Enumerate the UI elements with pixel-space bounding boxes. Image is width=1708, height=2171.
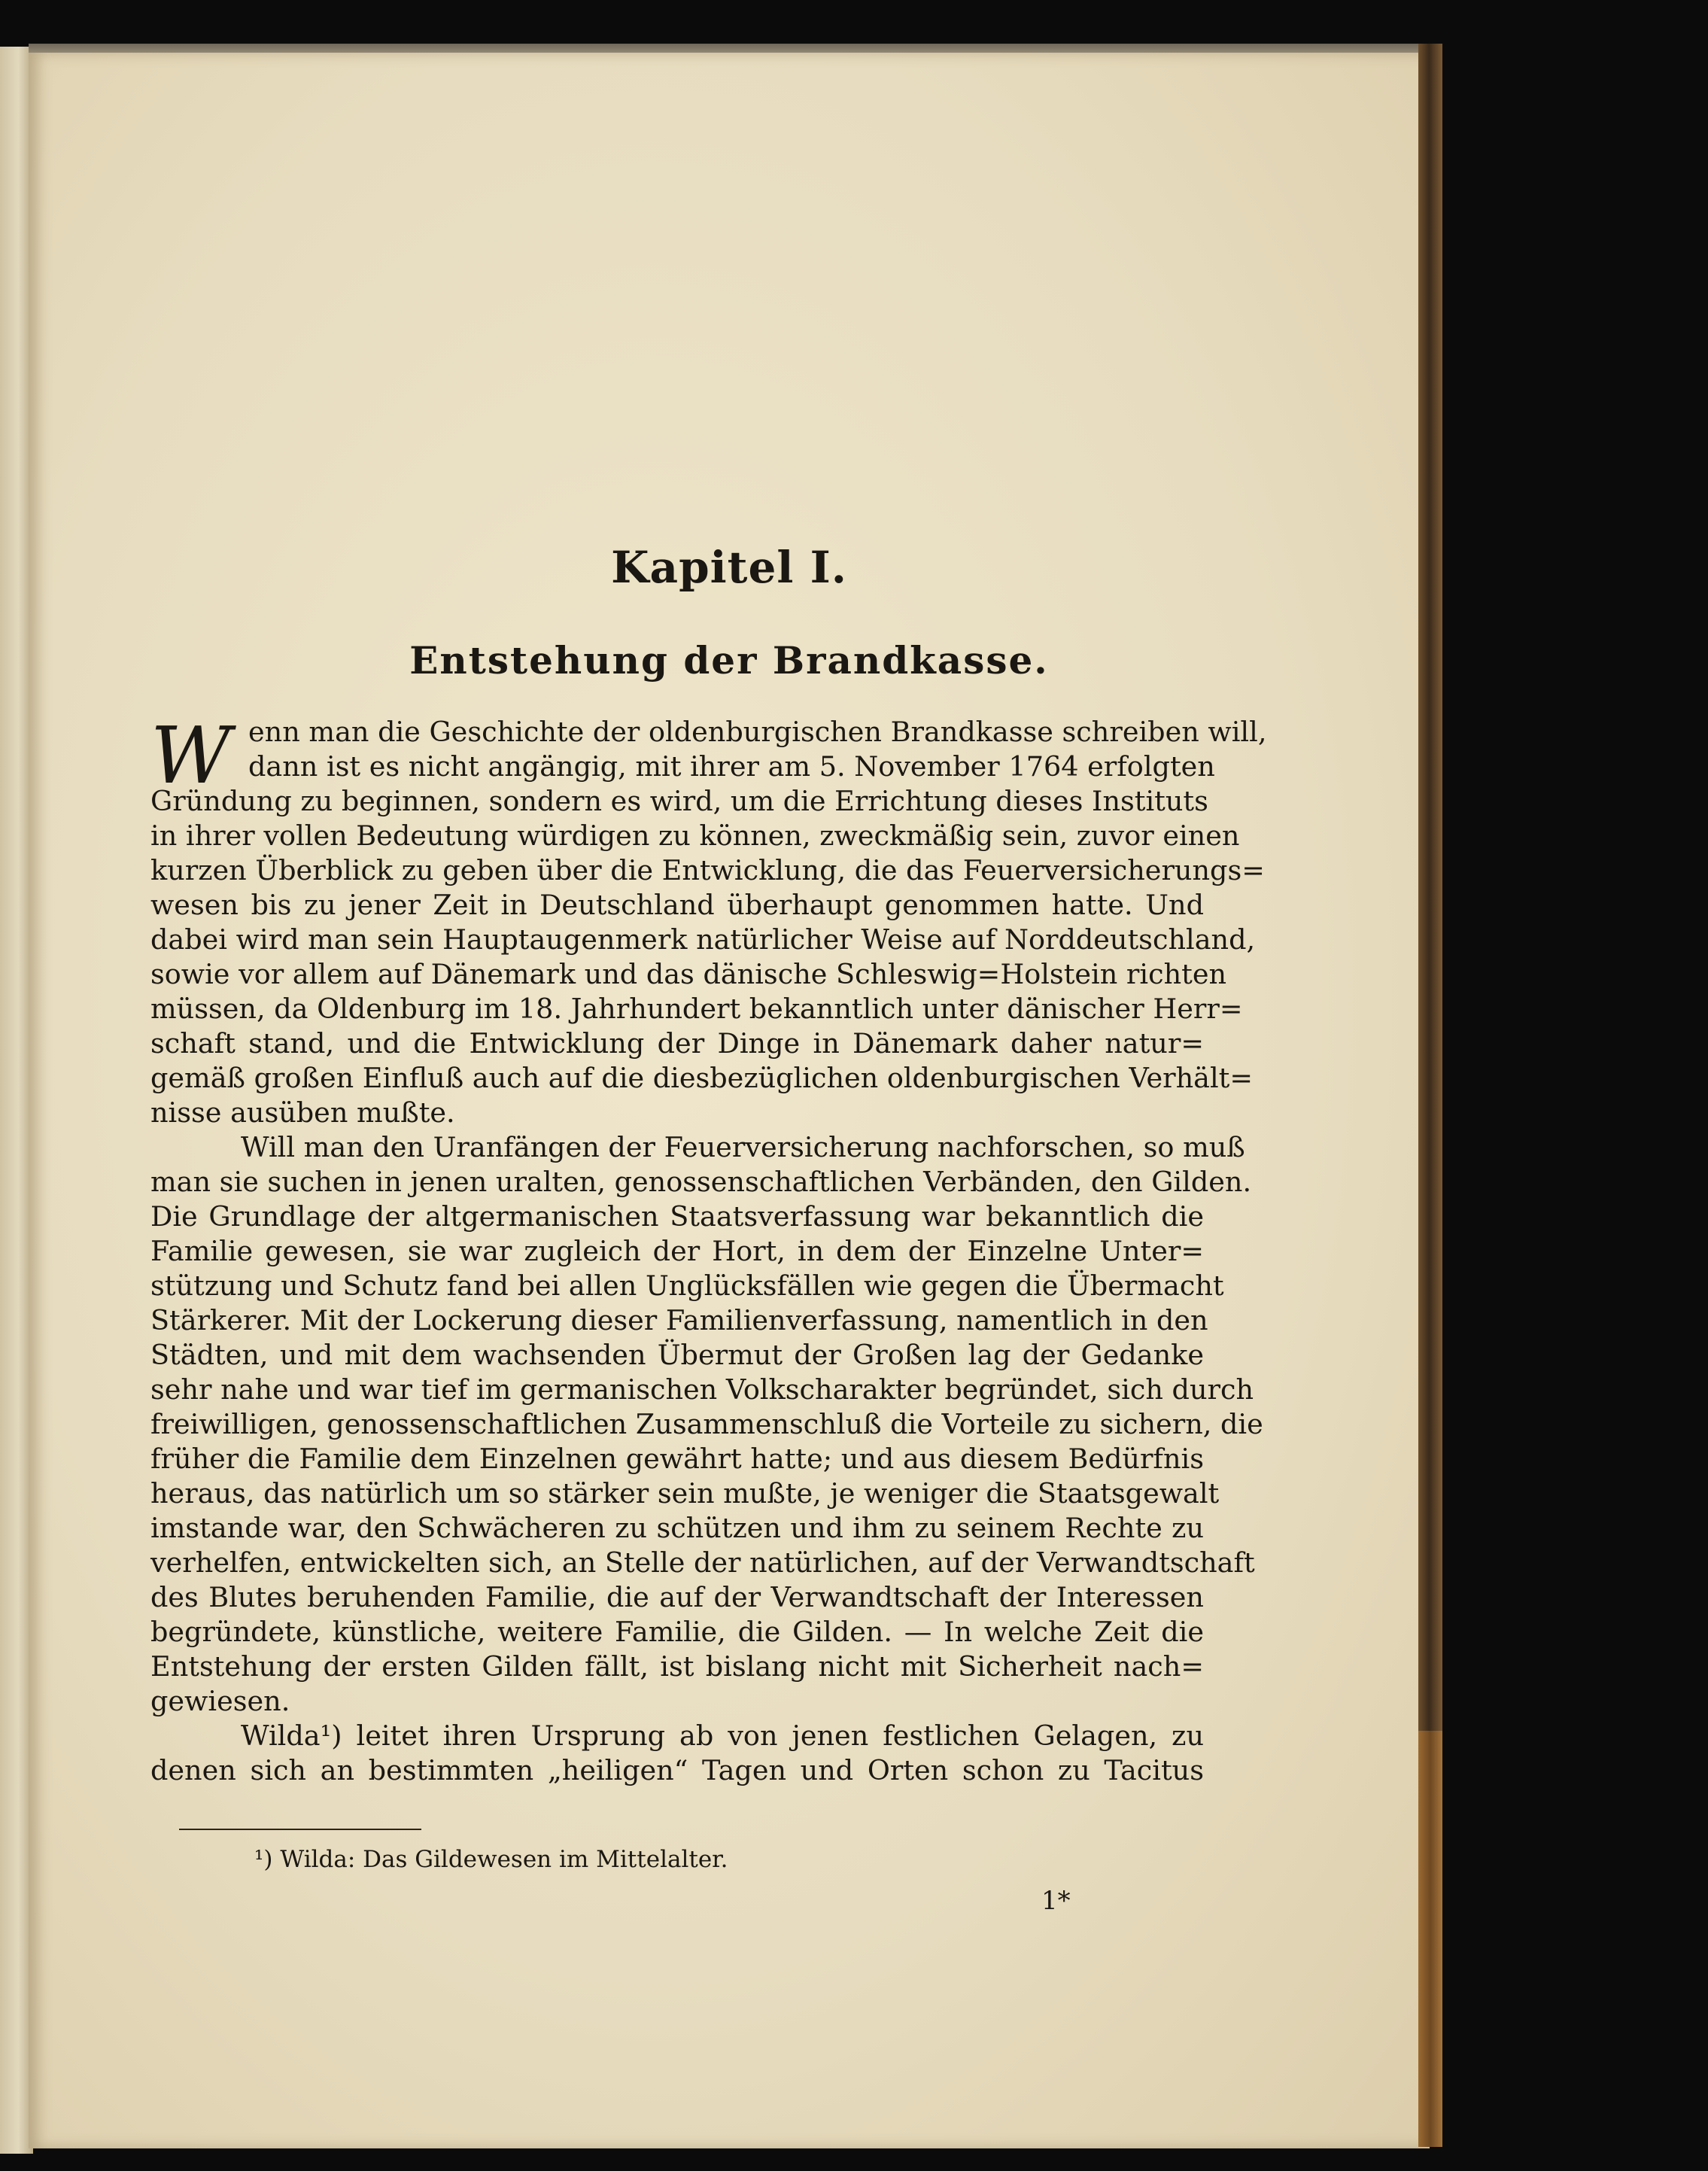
- paragraph-2: [150, 1130, 1263, 1719]
- paragraph-1: [150, 710, 1267, 1130]
- chapter-subtitle: Entstehung der Brandkasse.: [409, 638, 1049, 683]
- text-line: Gründung zu beginnen, sondern es wird, um die Errichtung dieses Instituts: [150, 785, 1208, 817]
- body-text: [150, 710, 1267, 1788]
- text-line: sehr nahe und war tief im germanischen Volkscharakter begründet, sich durch: [150, 1373, 1254, 1406]
- text-line: stützung und Schutz fand bei allen Unglücksfällen wie gegen die Übermacht: [150, 1269, 1224, 1302]
- book-cover-edge-lower: [1418, 1731, 1442, 2147]
- text-line: Wilda¹) leitet ihren Ursprung ab von jenen festlichen Gelagen, zu: [241, 1719, 1204, 1752]
- text-line: des Blutes beruhenden Familie, die auf der Verwandtschaft der Interessen: [150, 1581, 1204, 1613]
- text-line: nisse ausüben mußte.: [150, 1096, 455, 1129]
- text-line: verhelfen, entwickelten sich, an Stelle der natürlichen, auf der Verwandtschaft: [150, 1546, 1255, 1579]
- footnote-divider: [179, 1829, 421, 1830]
- text-line: Entstehung der ersten Gilden fällt, ist bislang nicht mit Sicherheit nach=: [150, 1650, 1204, 1683]
- book-page: [29, 53, 1430, 2148]
- paragraph-3: [150, 1719, 1204, 1788]
- footnote: ¹) Wilda: Das Gildewesen im Mittelalter.: [254, 1846, 728, 1873]
- text-line: in ihrer vollen Bedeutung würdigen zu können, zweckmäßig sein, zuvor einen: [150, 819, 1240, 852]
- signature-mark: 1*: [1041, 1886, 1071, 1916]
- text-line: sowie vor allem auf Dänemark und das dänische Schleswig=Holstein richten: [150, 958, 1227, 990]
- drop-cap: W: [150, 710, 231, 801]
- text-line: dabei wird man sein Hauptaugenmerk natürlicher Weise auf Norddeutschland,: [150, 923, 1256, 956]
- text-line: dann ist es nicht angängig, mit ihrer am 5. November 1764 erfolgten: [248, 750, 1215, 783]
- text-line: gewiesen.: [150, 1685, 290, 1717]
- text-line: wesen bis zu jener Zeit in Deutschland überhaupt genommen hatte. Und: [150, 889, 1204, 921]
- text-line: gemäß großen Einfluß auch auf die diesbezüglichen oldenburgischen Verhält=: [150, 1062, 1253, 1094]
- text-line: früher die Familie dem Einzelnen gewährt hatte; und aus diesem Bedürfnis: [150, 1443, 1204, 1475]
- text-line: Stärkerer. Mit der Lockerung dieser Familienverfassung, namentlich in den: [150, 1304, 1208, 1336]
- text-line: müssen, da Oldenburg im 18. Jahrhundert bekanntlich unter dänischer Herr=: [150, 993, 1243, 1025]
- text-line: Will man den Uranfängen der Feuerversicherung nachforschen, so muß: [241, 1131, 1245, 1163]
- chapter-title: Kapitel I.: [611, 542, 847, 593]
- text-line: imstande war, den Schwächeren zu schützen und ihm zu seinem Rechte zu: [150, 1512, 1204, 1544]
- text-line: man sie suchen in jenen uralten, genossenschaftlichen Verbänden, den Gilden.: [150, 1166, 1252, 1198]
- text-line: schaft stand, und die Entwicklung der Dinge in Dänemark daher natur=: [150, 1027, 1204, 1060]
- text-line: enn man die Geschichte der oldenburgischen Brandkasse schreiben will,: [248, 716, 1267, 748]
- text-line: Städten, und mit dem wachsenden Übermut der Großen lag der Gedanke: [150, 1339, 1204, 1371]
- text-line: denen sich an bestimmten „heiligen“ Tagen und Orten schon zu Tacitus: [150, 1754, 1204, 1786]
- text-line: begründete, künstliche, weitere Familie, die Gilden. — In welche Zeit die: [150, 1616, 1204, 1648]
- text-line: heraus, das natürlich um so stärker sein mußte, je weniger die Staatsgewalt: [150, 1477, 1220, 1510]
- text-line: kurzen Überblick zu geben über die Entwicklung, die das Feuerversicherungs=: [150, 854, 1265, 886]
- text-line: Familie gewesen, sie war zugleich der Hort, in dem der Einzelne Unter=: [150, 1235, 1204, 1267]
- text-line: Die Grundlage der altgermanischen Staatsverfassung war bekanntlich die: [150, 1200, 1204, 1233]
- text-line: freiwilligen, genossenschaftlichen Zusammenschluß die Vorteile zu sichern, die: [150, 1408, 1263, 1440]
